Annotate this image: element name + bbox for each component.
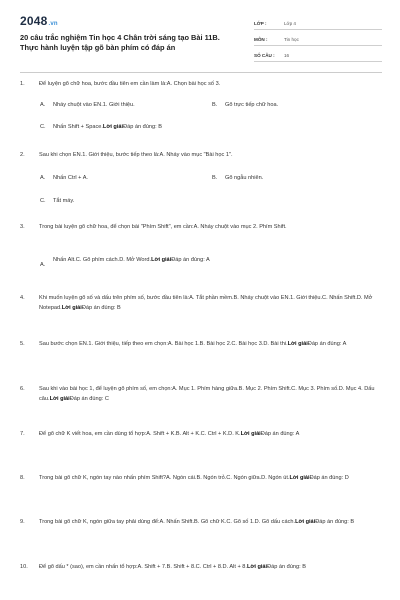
question-3 bbox=[20, 223, 380, 233]
option-text: Gõ ngẫu nhiên. bbox=[225, 175, 264, 181]
question-number: 4. bbox=[20, 295, 25, 301]
question-number: 10. bbox=[20, 564, 28, 570]
option-letter: B. bbox=[212, 175, 218, 181]
info-value: 16 bbox=[284, 53, 290, 58]
info-row-class bbox=[254, 18, 382, 30]
option-letter: A. bbox=[40, 102, 46, 108]
option-text: Nhấn Alt.C. Gõ phím cách.D. Mở Word. bbox=[53, 257, 152, 263]
question-number: 2. bbox=[20, 152, 25, 158]
answer-label: Lời giải bbox=[240, 431, 261, 437]
question-text: Để gõ chữ K viết hoa, em cần dùng tổ hợp:A. Shift + K.B. Alt + K.C. Ctrl + K.D. K. bbox=[39, 431, 241, 437]
title-line-1: 20 câu trắc nghiệm Tin học 4 Chân trời sáng tạo Bài 11B. bbox=[20, 33, 220, 42]
option-letter: A. bbox=[40, 175, 46, 181]
question-6 bbox=[20, 385, 380, 404]
document-title bbox=[20, 33, 235, 53]
answer-label: Lời giải bbox=[287, 341, 308, 347]
info-label: MÔN : bbox=[254, 37, 268, 42]
header-divider bbox=[20, 72, 382, 73]
question-2 bbox=[20, 151, 380, 161]
q1-option-a bbox=[40, 102, 135, 108]
answer-text: Đáp án đúng: A bbox=[171, 257, 210, 263]
question-text: Sau khi vào bài học 1, để luyện gõ phím số, em chọn:A. Mục 1. Phím hàng giữa.B. Mục 2. Phím Shift.C. Mục 3. Phím số.D. Mục 4. Dấu câu. bbox=[39, 386, 375, 402]
question-number: 7. bbox=[20, 431, 25, 437]
option-letter: A. bbox=[40, 262, 46, 268]
option-text: Tắt máy. bbox=[53, 198, 75, 204]
option-letter: B. bbox=[212, 102, 218, 108]
answer-text: Đáp án đúng: A bbox=[307, 341, 347, 347]
q2-option-c bbox=[40, 198, 74, 204]
info-row-subject bbox=[254, 34, 382, 46]
question-text: Để gõ dấu * (sao), em cần nhấn tổ hợp:A. Shift + 7.B. Shift + 8.C. Ctrl + 8.D. Alt + 8. bbox=[39, 564, 247, 570]
answer-text: Đáp án đúng: B bbox=[81, 304, 121, 311]
answer-label: Lời giải bbox=[295, 519, 316, 525]
question-8 bbox=[20, 474, 380, 484]
answer-text: Đáp án đúng: B bbox=[267, 564, 306, 570]
question-number: 5. bbox=[20, 341, 25, 347]
info-row-count bbox=[254, 50, 382, 62]
answer-label: Lời giải bbox=[246, 564, 268, 570]
option-letter: C. bbox=[40, 198, 46, 204]
option-text: Nháy chuột vào EN.1. Giới thiệu. bbox=[53, 102, 135, 108]
answer-label: Lời giải bbox=[102, 124, 124, 130]
title-line-2: Thực hành luyện tập gõ bàn phím có đáp án bbox=[20, 43, 176, 53]
answer-text: Đáp án đúng: B bbox=[315, 519, 355, 525]
q2-option-b bbox=[212, 175, 263, 181]
answer-text: Đáp án đúng: D bbox=[309, 475, 349, 481]
question-text: Khi muốn luyện gõ số và dấu trên phím số, bước đầu tiên là:A. Tắt phần mềm.B. Nháy chuột vào EN.1. Giới thiệu.C. Nhấn Shift.D. Mở Notepad. bbox=[39, 295, 373, 311]
question-text: Sau khi chọn EN.1. Giới thiệu, bước tiếp theo là:A. Nháy vào mục "Bài học 1". bbox=[39, 152, 233, 158]
q2-option-a bbox=[40, 175, 88, 181]
answer-label: Lời giải bbox=[49, 395, 70, 402]
info-box bbox=[254, 18, 382, 66]
answer-text: Đáp án đúng: A bbox=[260, 431, 300, 437]
question-number: 9. bbox=[20, 519, 25, 525]
answer-label: Lời giải bbox=[289, 475, 310, 481]
option-text: Gõ trực tiếp chữ hoa. bbox=[225, 102, 279, 108]
q3-option-a bbox=[40, 256, 220, 271]
question-1 bbox=[20, 80, 380, 90]
question-number: 1. bbox=[20, 81, 25, 87]
info-label: LỚP : bbox=[254, 21, 267, 26]
question-text: Để luyện gõ chữ hoa, bước đầu tiên em cần làm là:A. Chọn bài học số 3. bbox=[39, 81, 221, 87]
question-4 bbox=[20, 294, 380, 313]
question-number: 8. bbox=[20, 475, 25, 481]
answer-label: Lời giải bbox=[151, 257, 172, 263]
answer-label: Lời giải bbox=[61, 304, 82, 311]
document-header bbox=[20, 14, 382, 72]
question-7 bbox=[20, 430, 380, 440]
logo-suffix: .vn bbox=[48, 21, 58, 27]
question-text: Trong bài luyện gõ chữ hoa, để chọn bài "Phím Shift", em cần:A. Nháy chuột vào mục 2. Phím Shift. bbox=[39, 224, 287, 230]
logo-text: 2048 bbox=[20, 14, 48, 28]
question-text: Trong bài gõ chữ K, ngón giữa tay phải dùng để:A. Nhấn Shift.B. Gõ chữ K.C. Gõ số 1.D. Gõ dấu cách. bbox=[39, 519, 296, 525]
q1-option-b bbox=[212, 102, 278, 108]
info-value: Lớp 4 bbox=[284, 21, 296, 26]
info-value: Tin học bbox=[284, 37, 299, 42]
question-text: Trong bài gõ chữ K, ngón tay nào nhấn phím Shift?A. Ngón cái.B. Ngón trỏ.C. Ngón giữa.D. Ngón út. bbox=[39, 475, 290, 481]
option-text: Nhấn Shift + Space. bbox=[53, 124, 103, 130]
question-text: Sau bước chọn EN.1. Giới thiệu, tiếp theo em chọn:A. Bài học 1.B. Bài học 2.C. Bài học 3.D. Bài thi. bbox=[39, 341, 288, 347]
info-label: SỐ CÂU : bbox=[254, 53, 275, 58]
answer-text: Đáp án đúng: B bbox=[123, 124, 162, 130]
option-text: Nhấn Ctrl + A. bbox=[53, 175, 88, 181]
question-number: 6. bbox=[20, 386, 25, 392]
question-number: 3. bbox=[20, 224, 25, 230]
answer-text: Đáp án đúng: C bbox=[69, 395, 109, 402]
q1-option-c bbox=[40, 124, 162, 130]
question-5 bbox=[20, 340, 380, 350]
question-10 bbox=[20, 563, 380, 573]
question-9 bbox=[20, 518, 380, 528]
option-letter: C. bbox=[40, 124, 46, 130]
